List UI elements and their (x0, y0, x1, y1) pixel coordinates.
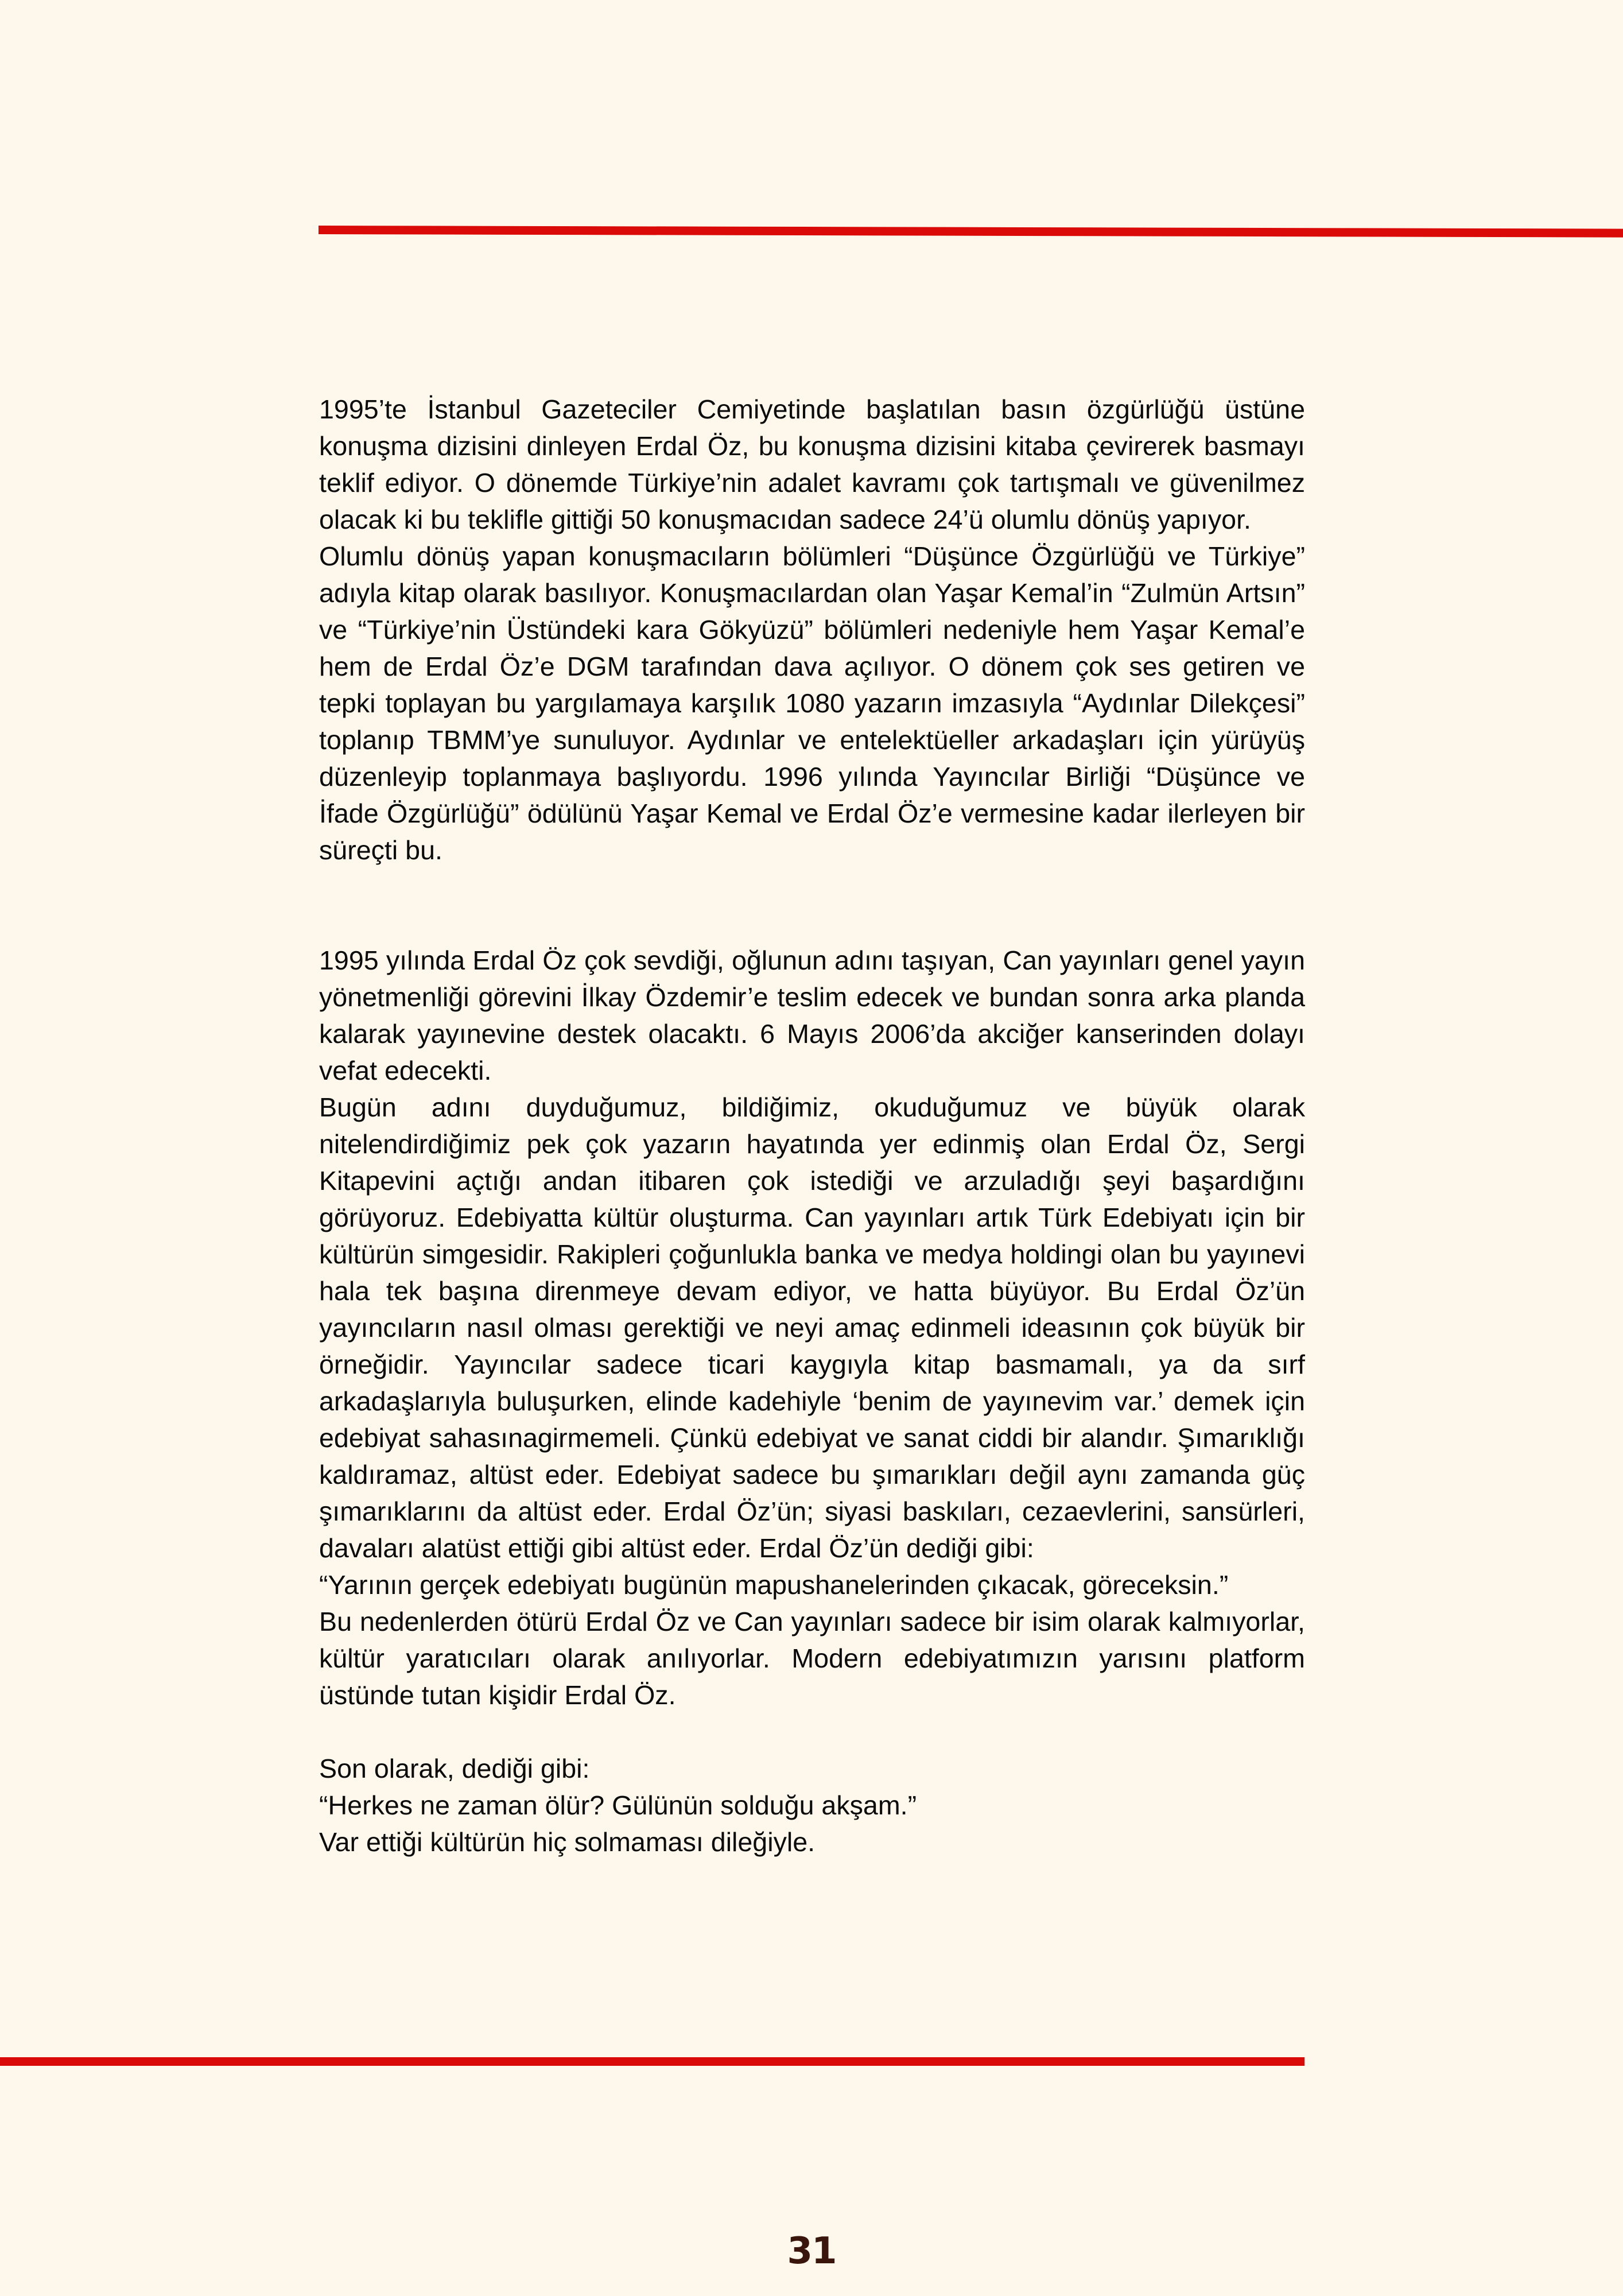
quote: “Yarının gerçek edebiyatı bugünün mapushanelerinden çıkacak, göreceksin.” (319, 1570, 1229, 1600)
paragraph: Olumlu dönüş yapan konuşmacıların bölümleri “Düşünce Özgürlüğü ve Türkiye” adıyla kitap olarak basılıyor. Konuşmacılardan olan Yaşar Kemal’in “Zulmün Artsın” ve “Türkiye’nin Üstündeki kara Gökyüzü” bölümleri nedeniyle hem Yaşar Kemal’e hem de Erdal Öz’e DGM tarafından dava açılıyor. O dönem çok ses getiren ve tepki toplayan bu yargılamaya karşılık 1080 yazarın imzasıyla “Aydınlar Dilekçesi” toplanıp TBMM’ye sunuluyor. Aydınlar ve entelektüeller arkadaşları için yürüyüş düzenleyip toplanmaya başlıyordu. 1996 yılında Yayıncılar Birliği “Düşünce ve İfade Özgürlüğü” ödülünü Yaşar Kemal ve Erdal Öz’e vermesine kadar ilerleyen bir süreçti bu. (319, 541, 1305, 865)
bottom-decorative-rule (0, 2057, 1304, 2066)
top-decorative-rule (319, 226, 1623, 238)
section-legacy (319, 942, 1305, 1713)
closing-quote: “Herkes ne zaman ölür? Gülünün solduğu akşam.” (319, 1790, 917, 1820)
paragraph: Bu nedenlerden ötürü Erdal Öz ve Can yayınları sadece bir isim olarak kalmıyorlar, kültür yaratıcıları olarak anılıyorlar. Modern edebiyatımızın yarısını platform üstünde tutan kişidir Erdal Öz. (319, 1607, 1305, 1710)
closing-line: Var ettiği kültürün hiç solmaması dileğiyle. (319, 1827, 816, 1857)
page-number: 31 (787, 2230, 836, 2272)
paragraph: Bugün adını duyduğumuz, bildiğimiz, okuduğumuz ve büyük olarak nitelendirdiğimiz pek çok yazarın hayatında yer edinmiş olan Erdal Öz, Sergi Kitapevini açtığı andan itibaren çok istediği ve arzuladığı şeyi başardığını görüyoruz. Edebiyatta kültür oluşturma. Can yayınları artık Türk Edebiyatı için bir kültürün simgesidir. Rakipleri çoğunlukla banka ve medya holdingi olan bu yayınevi hala tek başına direnmeye devam ediyor, ve hatta büyüyor. Bu Erdal Öz’ün yayıncıların nasıl olması gerektiği ve neyi amaç edinmeli ideasının çok büyük bir örneğidir. Yayıncılar sadece ticari kaygıyla kitap basmamalı, ya da sırf arkadaşlarıyla buluşurken, elinde kadehiyle ‘benim de yayınevim var.’ demek için edebiyat sahasınagirmemeli. Çünkü edebiyat ve sanat ciddi bir alandır. Şımarıklığı kaldıramaz, altüst eder. Edebiyat sadece bu şımarıkları değil aynı zamanda güç şımarıklarını da altüst eder. Erdal Öz’ün; siyasi baskıları, cezaevlerini, sansürleri, davaları alatüst ettiği gibi altüst eder. Erdal Öz’ün dediği gibi: (319, 1092, 1305, 1563)
section-press-freedom (319, 391, 1305, 868)
closing-line: Son olarak, dediği gibi: (319, 1754, 590, 1783)
article-body (319, 391, 1305, 1860)
paragraph: 1995 yılında Erdal Öz çok sevdiği, oğlunun adını taşıyan, Can yayınları genel yayın yönetmenliği görevini İlkay Özdemir’e teslim edecek ve bundan sonra arka planda kalarak yayınevine destek olacaktı. 6 Mayıs 2006’da akciğer kanserinden dolayı vefat edecekti. (319, 945, 1305, 1085)
paragraph: 1995’te İstanbul Gazeteciler Cemiyetinde başlatılan basın özgürlüğü üstüne konuşma dizisini dinleyen Erdal Öz, bu konuşma dizisini kitaba çevirerek basmayı teklif ediyor. O dönemde Türkiye’nin adalet kavramı çok tartışmalı ve güvenilmez olacak ki bu teklifle gittiği 50 konuşmacıdan sadece 24’ü olumlu dönüş yapıyor. (319, 394, 1305, 534)
section-closing (319, 1750, 1305, 1860)
